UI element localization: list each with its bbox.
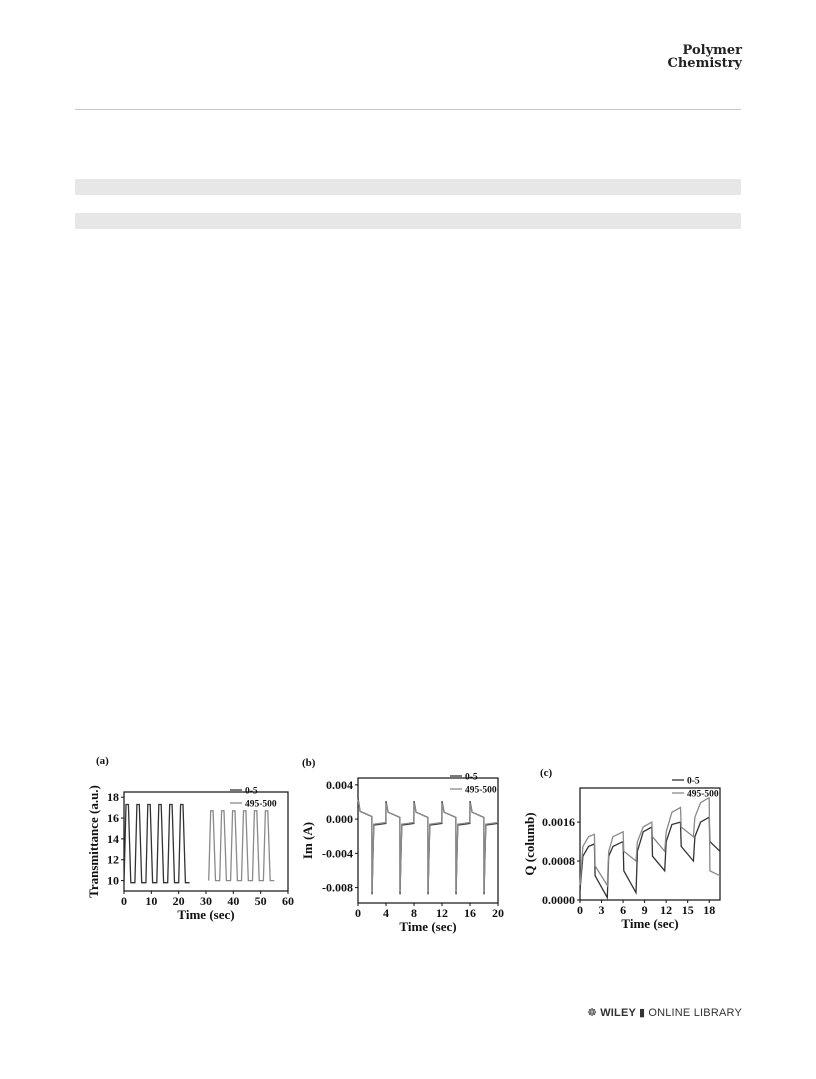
- footer-library: ONLINE LIBRARY: [648, 1006, 742, 1019]
- journal-name-line2: Chemistry: [667, 56, 742, 71]
- y-tick-label: 0.004: [326, 777, 353, 792]
- series-line: [580, 817, 720, 897]
- y-tick-label: 0.0000: [542, 893, 575, 907]
- x-tick-label: 15: [681, 903, 694, 917]
- x-tick-label: 50: [254, 894, 267, 908]
- wiley-seal-icon: ☸: [587, 1007, 598, 1019]
- series-line: [358, 799, 498, 892]
- redaction-bar: [75, 179, 741, 195]
- x-tick-label: 8: [411, 906, 417, 920]
- x-tick-label: 20: [172, 894, 185, 908]
- y-tick-label: 0.000: [326, 812, 353, 827]
- legend-entry: 0-5: [465, 772, 478, 783]
- redaction-bar: [75, 213, 741, 229]
- x-tick-label: 18: [703, 903, 716, 917]
- panel-label: (b): [302, 757, 316, 769]
- panel-label: (a): [96, 755, 109, 767]
- y-axis-label: Q (columb): [522, 812, 537, 876]
- x-tick-label: 6: [620, 903, 627, 917]
- x-tick-label: 4: [383, 906, 389, 920]
- y-tick-label: 16: [107, 811, 119, 826]
- y-tick-label: 14: [107, 831, 119, 846]
- x-tick-label: 60: [282, 894, 294, 908]
- y-tick-label: 0.0016: [542, 815, 575, 830]
- footer-brand: WILEY: [600, 1006, 637, 1019]
- x-tick-label: 0: [121, 894, 127, 908]
- legend-entry: 495-500: [245, 799, 277, 810]
- y-tick-label: 12: [107, 852, 119, 867]
- y-axis-label: Transmittance (a.u.): [86, 785, 101, 898]
- series-line: [124, 805, 190, 883]
- x-tick-label: 0: [577, 903, 583, 917]
- x-tick-label: 9: [641, 903, 648, 917]
- x-tick-label: 10: [145, 894, 158, 908]
- y-tick-label: 0.0008: [542, 854, 575, 869]
- journal-name-line1: Polymer: [682, 43, 742, 58]
- x-axis-label: Time (sec): [399, 919, 457, 934]
- footer-logo: [587, 1006, 742, 1019]
- chart-panel-c: [522, 764, 730, 940]
- header-rule: [75, 109, 741, 110]
- library-book-icon: ▮: [639, 1007, 646, 1019]
- x-tick-label: 12: [660, 903, 673, 917]
- y-axis-label: Im (A): [300, 821, 315, 860]
- y-tick-label: 18: [107, 790, 119, 805]
- panel-label: (c): [540, 767, 553, 779]
- x-tick-label: 3: [598, 903, 605, 917]
- x-tick-label: 20: [492, 906, 504, 920]
- chart-panel-b: [298, 754, 506, 938]
- plot-frame: [580, 788, 720, 900]
- legend-entry: 0-5: [687, 776, 700, 787]
- legend-entry: 0-5: [245, 786, 258, 797]
- x-axis-label: Time (sec): [621, 916, 679, 931]
- x-axis-label: Time (sec): [177, 907, 235, 922]
- x-tick-label: 40: [227, 894, 240, 908]
- legend-entry: 495-500: [687, 789, 719, 800]
- y-tick-label: -0.004: [322, 846, 353, 861]
- y-tick-label: -0.008: [322, 880, 353, 895]
- x-tick-label: 16: [464, 906, 476, 920]
- legend-entry: 495-500: [465, 785, 497, 796]
- x-tick-label: 12: [436, 906, 448, 920]
- y-tick-label: 10: [107, 873, 119, 888]
- journal-name: [668, 44, 743, 70]
- x-tick-label: 30: [200, 894, 212, 908]
- x-tick-label: 0: [355, 906, 361, 920]
- series-line: [209, 811, 275, 881]
- chart-panel-a: [86, 752, 292, 930]
- series-line: [580, 798, 720, 886]
